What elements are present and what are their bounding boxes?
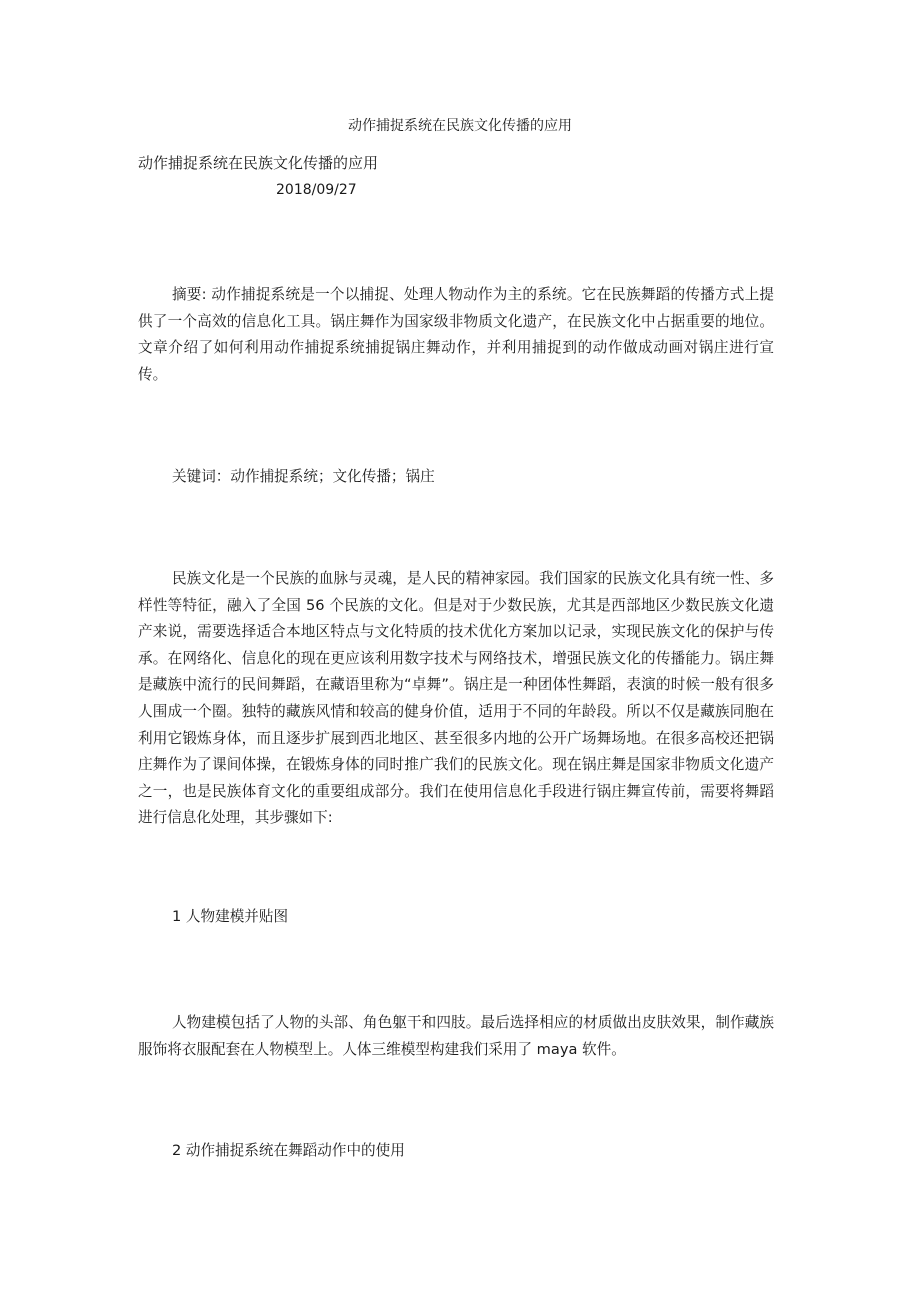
abstract-paragraph: 摘要: 动作捕捉系统是一个以捕捉、处理人物动作为主的系统。它在民族舞蹈的传播方式上提供了一个高效的信息化工具。锅庄舞作为国家级非物质文化遗产，在民族文化中占据重要的地位。文章介绍了如何利用动作捕捉系统捕捉锅庄舞动作，并利用捕捉到的动作做成动画对锅庄进行宣传。 [138, 286, 774, 383]
section-1-paragraph: 人物建模包括了人物的头部、角色躯干和四肢。最后选择相应的材质做出皮肤效果，制作藏族服饰将衣服配套在人物模型上。人体三维模型构建我们采用了 maya 软件。 [138, 1014, 774, 1058]
section-heading-2: 2 动作捕捉系统在舞蹈动作中的使用 [172, 1142, 405, 1159]
document-title: 动作捕捉系统在民族文化传播的应用 [138, 154, 379, 172]
document-date: 2018/09/27 [276, 182, 357, 198]
keywords-paragraph: 关键词：动作捕捉系统；文化传播；锅庄 [172, 468, 435, 485]
intro-paragraph: 民族文化是一个民族的血脉与灵魂，是人民的精神家园。我们国家的民族文化具有统一性、多样性等特征，融入了全国 56 个民族的文化。但是对于少数民族，尤其是西部地区少数民族文化遗产来说，需要选择适合本地区特点与文化特质的技术优化方案加以记录，实现民族文化的保护与传承。在网络化、信息化的现在更应该利用数字技术与网络技术，增强民族文化的传播能力。锅庄舞是藏族中流行的民间舞蹈，在藏语里称为“卓舞”。锅庄是一种团体性舞蹈，表演的时候一般有很多人围成一个圈。独特的藏族风情和较高的健身价值，适用于不同的年龄段。所以不仅是藏族同胞在利用它锻炼身体，而且逐步扩展到西北地区、甚至很多内地的公开广场舞场地。在很多高校还把锅庄舞作为了课间体操，在锻炼身体的同时推广我们的民族文化。现在锅庄舞是国家非物质文化遗产之一，也是民族体育文化的重要组成部分。我们在使用信息化手段进行锅庄舞宣传前，需要将舞蹈进行信息化处理，其步骤如下: [138, 570, 774, 827]
page-header-title: 动作捕捉系统在民族文化传播的应用 [348, 118, 572, 134]
section-heading-1: 1 人物建模并贴图 [172, 908, 289, 925]
